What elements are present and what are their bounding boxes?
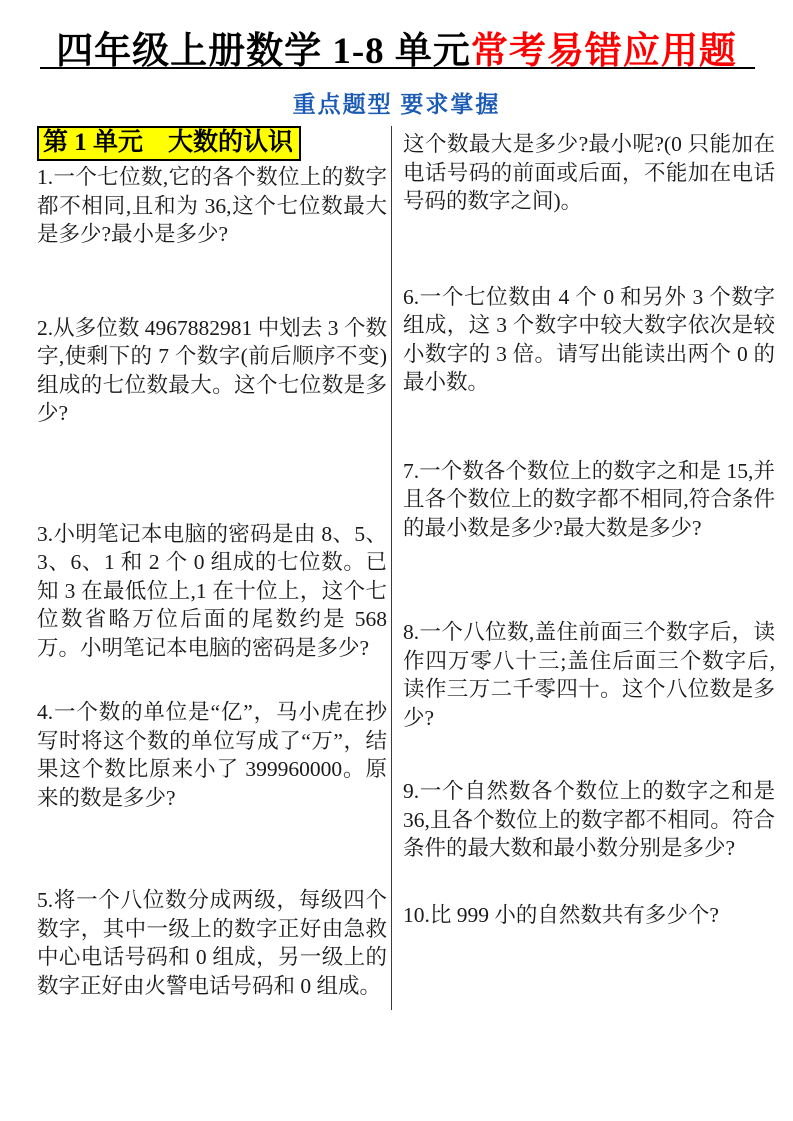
title-underline-rule xyxy=(40,67,755,69)
problem-8: 8.一个八位数,盖住前面三个数字后，读作四万零八十三;盖住后面三个数字后,读作三万二千零四十。这个八位数是多少? xyxy=(403,620,775,730)
problem-3: 3.小明笔记本电脑的密码是由 8、5、3、6、1 和 2 个 0 组成的七位数。已知 3 在最低位上,1 在十位上，这个七位数省略万位后面的尾数约是 568 万。小明笔记本电脑的密码是多少? xyxy=(37,521,387,660)
problem-5: 5.将一个八位数分成两级，每级四个数字，其中一级上的数字正好由急救中心电话号码和 0 组成，另一级上的数字正好由火警电话号码和 0 组成。 xyxy=(37,888,387,998)
page-title xyxy=(0,20,793,74)
problem-5-continuation: 这个数最大是多少?最小呢?(0 只能加在电话号码的前面或后面，不能加在电话号码的数字之间)。 xyxy=(403,132,775,213)
problem-7: 7.一个数各个数位上的数字之和是 15,并且各个数位上的数字都不相同,符合条件的最小数是多少?最大数是多少? xyxy=(403,458,775,540)
problem-9: 9.一个自然数各个数位上的数字之和是 36,且各个数位上的数字都不相同。符合条件的最大数和最小数分别是多少? xyxy=(403,779,775,860)
left-column xyxy=(37,126,387,1000)
problem-10: 10.比 999 小的自然数共有多少个? xyxy=(403,902,719,927)
problem-6: 6.一个七位数由 4 个 0 和另外 3 个数字组成，这 3 个数字中较大数字依次是较小数字的 3 倍。请写出能读出两个 0 的最小数。 xyxy=(403,284,775,394)
page-title-black-part: 四年级上册数学 1-8 单元 xyxy=(56,31,471,72)
problem-4: 4.一个数的单位是“亿”，马小虎在抄写时将这个数的单位写成了“万”，结果这个数比原来小了 399960000。原来的数是多少? xyxy=(37,700,387,810)
section-heading-unit1: 第 1 单元 大数的认识 xyxy=(37,126,301,161)
problem-2: 2.从多位数 4967882981 中划去 3 个数字,使剩下的 7 个数字(前后顺序不变)组成的七位数最大。这个七位数是多少? xyxy=(37,315,387,425)
page-title-red-part: 常考易错应用题 xyxy=(470,31,737,72)
right-column xyxy=(403,130,775,929)
column-divider-line xyxy=(391,126,392,1010)
page-subtitle: 重点题型 要求掌握 xyxy=(292,92,501,117)
problem-1: 1.一个七位数,它的各个数位上的数字都不相同,且和为 36,这个七位数最大是多少?最小是多少? xyxy=(37,165,387,246)
